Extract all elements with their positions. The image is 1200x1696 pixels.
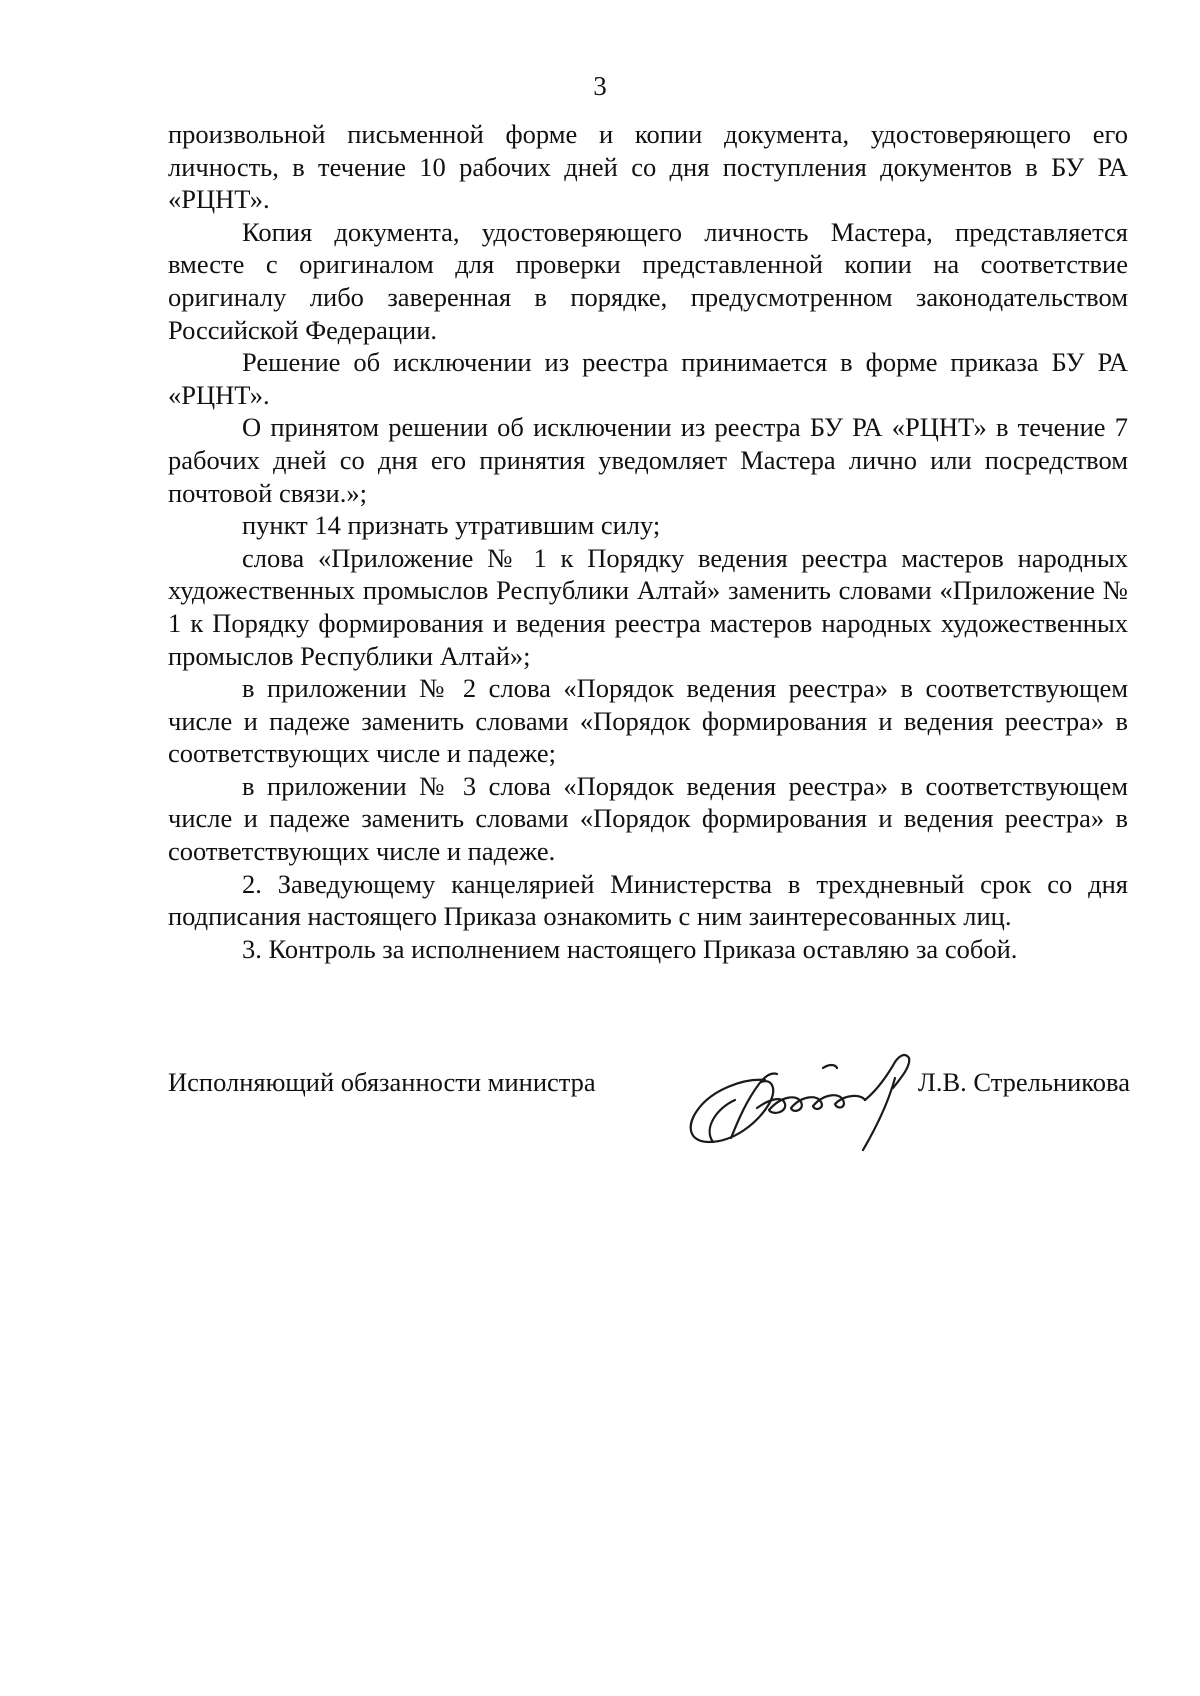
paragraph-appendix-1: слова «Приложение № 1 к Порядку ведения реестра мастеров народных художественных промыслов Республики Алтай» заменить словами «Приложение № 1 к Порядку формирования и ведения реестра мастеров народных художественных промыслов Республики Алтай»; xyxy=(168,542,1128,671)
paragraph-exclusion-decision: Решение об исключении из реестра принимается в форме приказа БУ РА «РЦНТ». xyxy=(168,347,1128,410)
signatory-position: Исполняющий обязанности министра xyxy=(168,1067,596,1097)
paragraph-item-14: пункт 14 признать утратившим силу; xyxy=(242,510,661,541)
document-body xyxy=(168,118,1128,965)
paragraph-appendix-2: в приложении № 2 слова «Порядок ведения реестра» в соответствующем числе и падеже заменить словами «Порядок формирования и ведения реестра» в соответствующих числе и падеже; xyxy=(168,673,1128,769)
paragraph-appendix-3: в приложении № 3 слова «Порядок ведения реестра» в соответствующем числе и падеже заменить словами «Порядок формирования и ведения реестра» в соответствующих числе и падеже. xyxy=(168,770,1128,867)
signatory-name: Л.В. Стрельникова xyxy=(917,1067,1130,1097)
paragraph-copy-document: Копия документа, удостоверяющего личность Мастера, представляется вместе с оригиналом для проверки представленной копии на соответствие оригиналу либо заверенная в порядке, предусмотренном законодательством Российской Федерации. xyxy=(168,216,1128,345)
paragraph-item-3: 3. Контроль за исполнением настоящего Приказа оставляю за собой. xyxy=(242,933,1018,964)
paragraph-item-2: 2. Заведующему канцелярией Министерства в трехдневный срок со дня подписания настоящего Приказа ознакомить с ним заинтересованных лиц. xyxy=(168,868,1128,932)
paragraph-notification: О принятом решении об исключении из реестра БУ РА «РЦНТ» в течение 7 рабочих дней со дня его принятия уведомляет Мастера лично или посредством почтовой связи.»; xyxy=(168,412,1128,508)
paragraph-continuation: произвольной письменной форме и копии документа, удостоверяющего его личность, в течение 10 рабочих дней со дня поступления документов в БУ РА «РЦНТ». xyxy=(168,119,1128,215)
page-number: 3 xyxy=(593,71,607,101)
signature-block xyxy=(168,1050,1130,1140)
